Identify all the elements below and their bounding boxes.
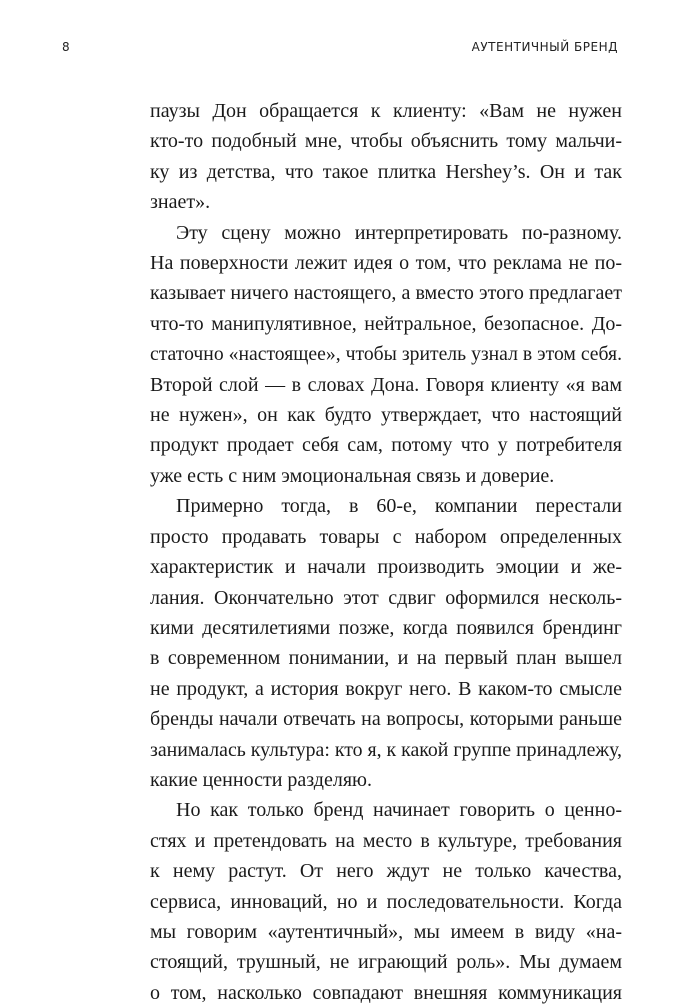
- text-line: бренды начали отвечать на вопросы, которыми раньше: [150, 708, 622, 731]
- text-line: о том, насколько совпадают внешняя коммуникация: [150, 981, 622, 1004]
- text-line: лания. Окончательно этот сдвиг оформился несколь-: [150, 586, 622, 609]
- text-line: Второй слой — в словах Дона. Говоря клиенту «я вам: [150, 373, 622, 396]
- text-line: характеристик и начали производить эмоции и же-: [150, 556, 622, 579]
- text-line: какие ценности разделяю.: [150, 768, 372, 791]
- paragraph: [150, 218, 622, 492]
- text-line: мы говорим «аутентичный», мы имеем в виду «на-: [150, 920, 622, 943]
- text-line: статочно «настоящее», чтобы зритель узнал в этом себя.: [150, 343, 622, 366]
- text-line: кими десятилетиями позже, когда появился брендинг: [150, 616, 622, 639]
- text-line: кто-то подобный мне, чтобы объяснить тому мальчи-: [150, 130, 622, 153]
- text-line: сервиса, инноваций, но и последовательности. Когда: [150, 890, 622, 913]
- text-line: паузы Дон обращается к клиенту: «Вам не нужен: [150, 100, 622, 122]
- text-line: не нужен», он как будто утверждает, что настоящий: [150, 404, 622, 427]
- text-line: Но как только бренд начинает говорить о ценно-: [176, 799, 622, 822]
- paragraph: [150, 795, 622, 1008]
- text-line: уже есть с ним эмоциональная связь и доверие.: [150, 464, 555, 487]
- text-line: знает».: [150, 191, 211, 214]
- text-line: На поверхности лежит идея о том, что реклама не по-: [150, 252, 622, 275]
- book-title: АУТЕНТИЧНЫЙ БРЕНД: [471, 40, 618, 54]
- running-head: [62, 40, 618, 60]
- text-line: Эту сцену можно интерпретировать по-разному.: [176, 221, 622, 244]
- text-line: стоящий, трушный, не играющий роль». Мы думаем: [150, 951, 622, 974]
- text-line: занималась культура: кто я, к какой группе принадлежу,: [150, 738, 622, 761]
- text-line: что-то манипулятивное, нейтральное, безопасное. До-: [150, 312, 622, 335]
- body-text: [150, 96, 622, 1008]
- text-line: в современном понимании, и на первый план вышел: [150, 647, 622, 670]
- page-number: 8: [62, 40, 71, 54]
- text-line: стях и претендовать на место в культуре, требования: [150, 829, 622, 852]
- paragraph: [150, 491, 622, 795]
- text-line: к нему растут. От него ждут не только качества,: [150, 860, 622, 883]
- text-line: казывает ничего настоящего, а вместо этого предлагает: [150, 282, 622, 305]
- text-line: не продукт, а история вокруг него. В каком-то смысле: [150, 677, 622, 700]
- paragraph: [150, 96, 622, 218]
- text-line: продукт продает себя сам, потому что у потребителя: [150, 434, 622, 457]
- text-line: Примерно тогда, в 60-е, компании перестали: [176, 495, 622, 518]
- text-line: просто продавать товары с набором определенных: [150, 525, 622, 548]
- text-line: ку из детства, что такое плитка Hershey’s. Он и так: [150, 160, 622, 183]
